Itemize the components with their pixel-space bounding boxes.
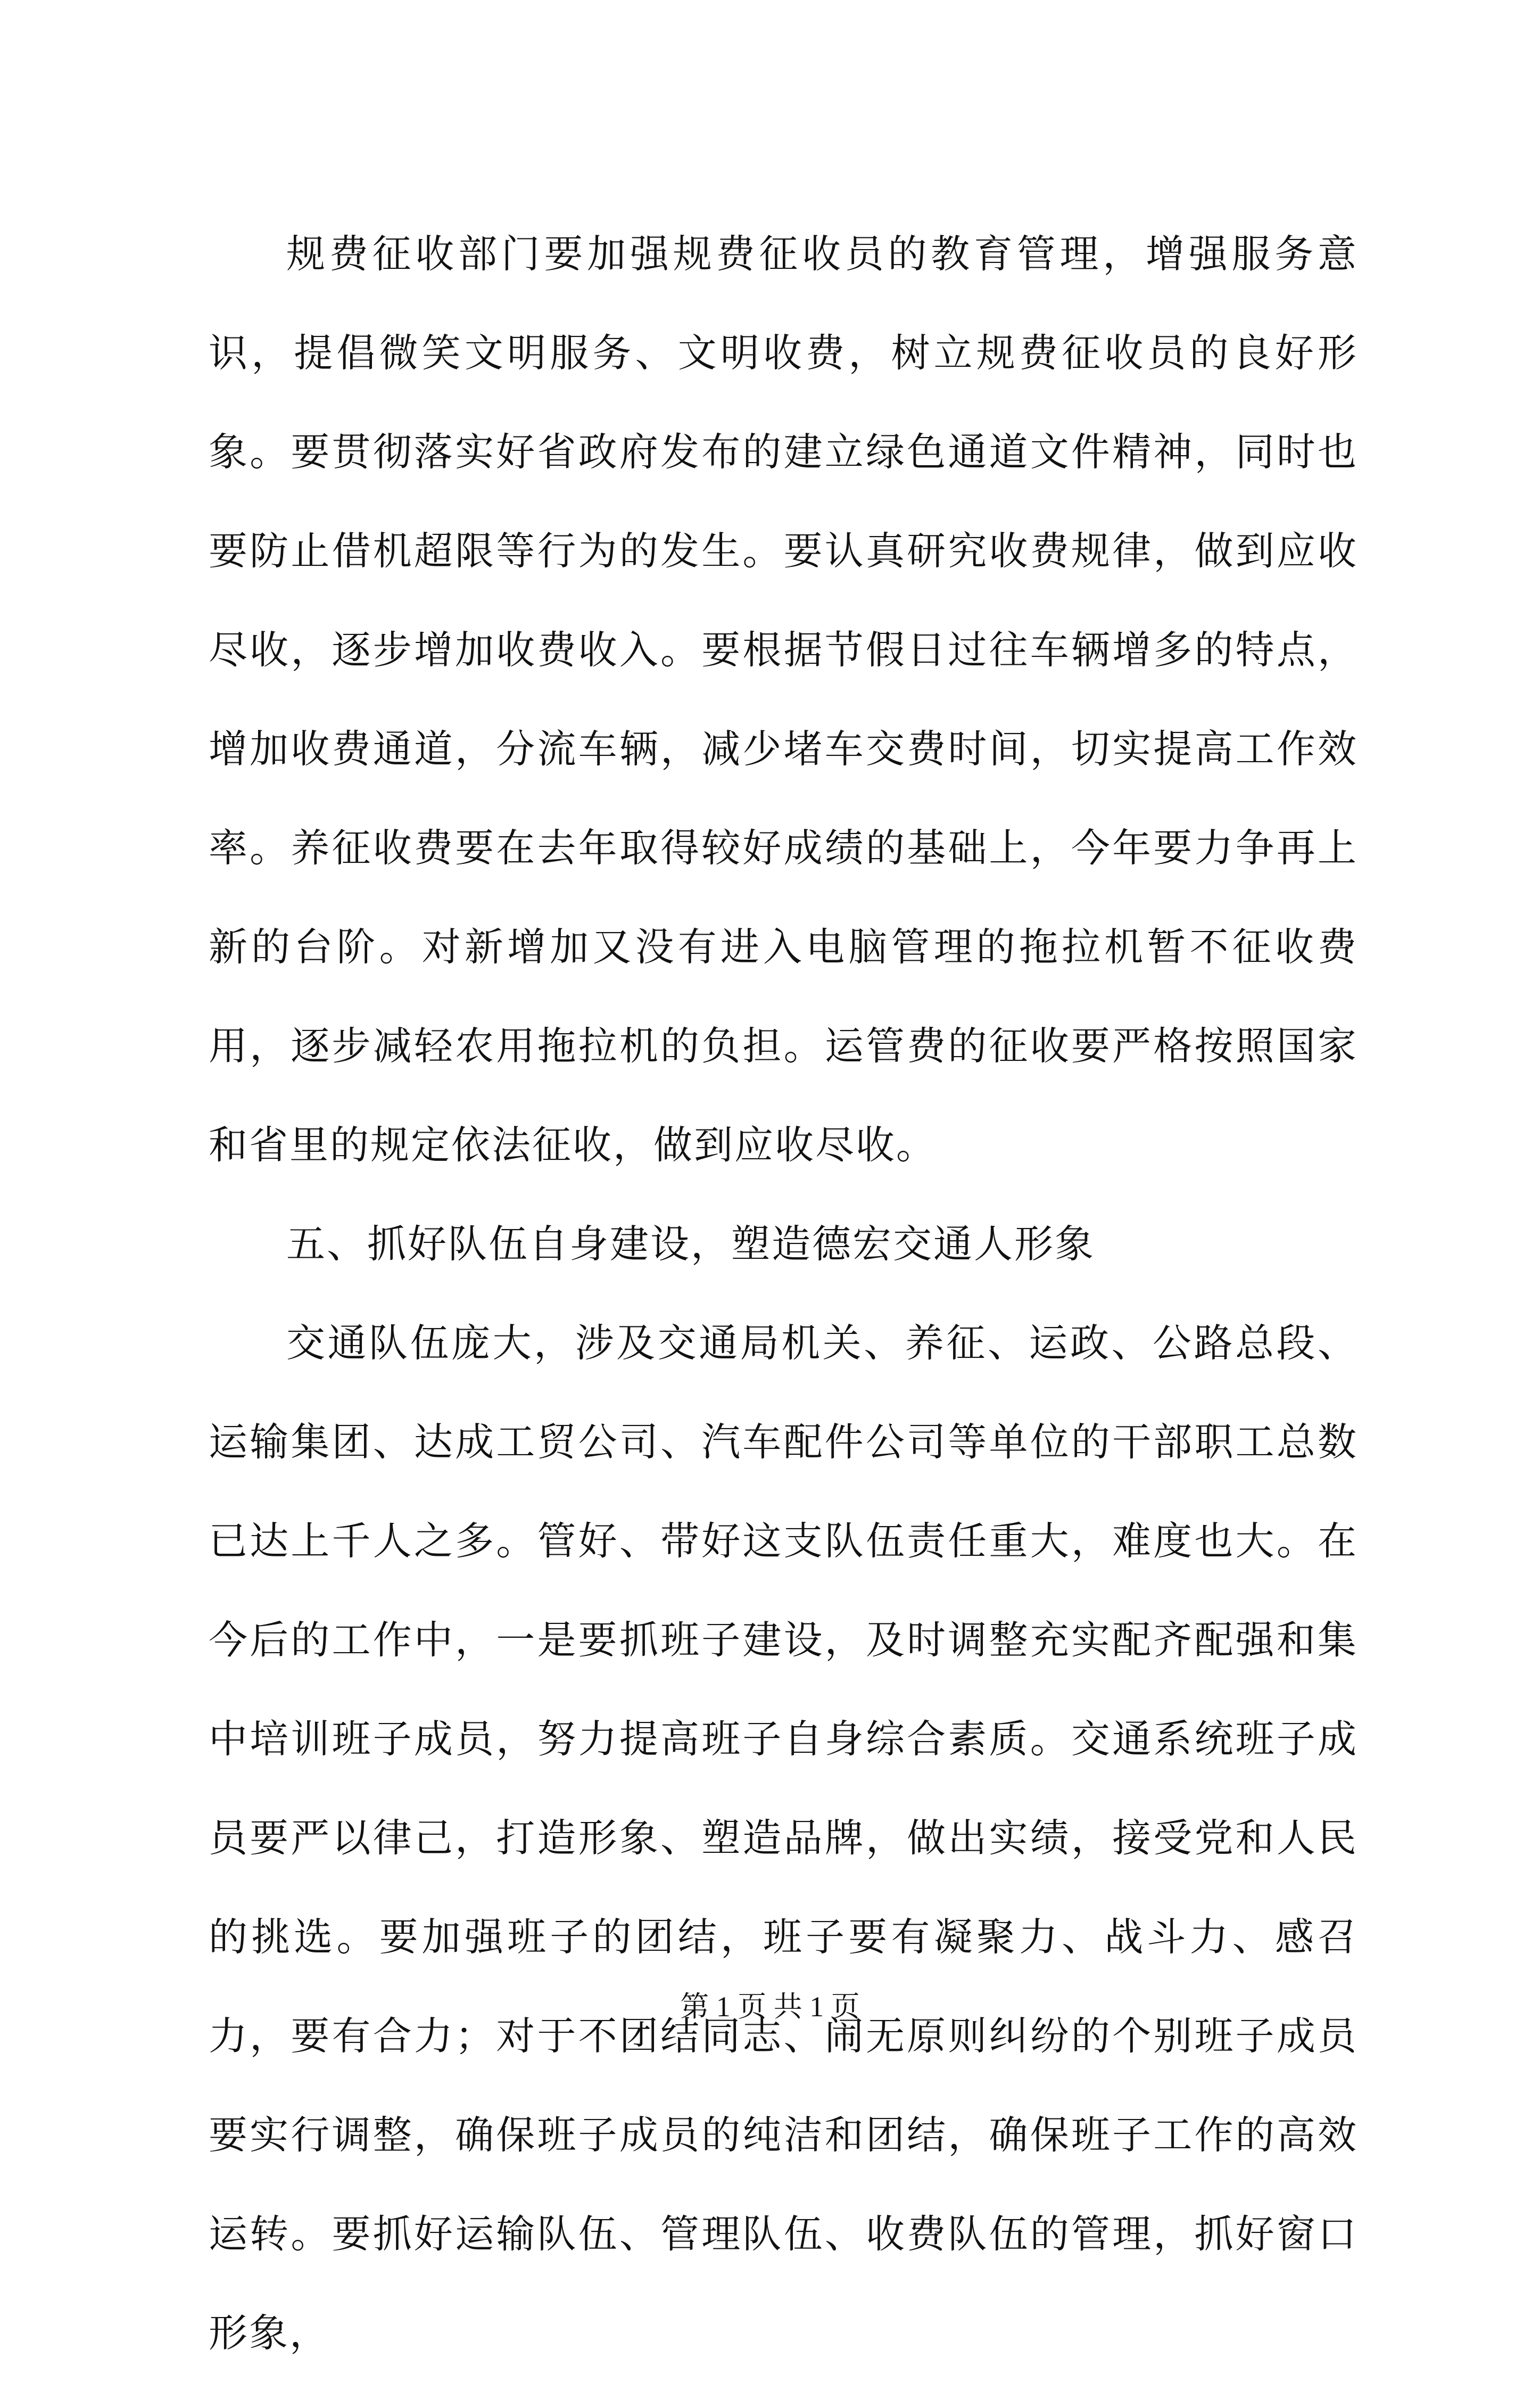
page-footer: 第 1 页 共 1 页 bbox=[680, 1991, 860, 2023]
paragraph-fee-collection: 规费征收部门要加强规费征收员的教育管理，增强服务意识，提倡微笑文明服务、文明收费，树立规费征收员的良好形象。要贯彻落实好省政府发布的建立绿色通道文件精神，同时也要防止借机超限等行为的发生。要认真研究收费规律，做到应收尽收，逐步增加收费收入。要根据节假日过往车辆增多的特点，增加收费通道，分流车辆，减少堵车交费时间，切实提高工作效率。养征收费要在去年取得较好成绩的基础上，今年要力争再上新的台阶。对新增加又没有进入电脑管理的拖拉机暂不征收费用，逐步减轻农用拖拉机的负担。运管费的征收要严格按照国家和省里的规定依法征收，做到应收尽收。 bbox=[209, 232, 1358, 1168]
section-heading-five: 五、抓好队伍自身建设，塑造德宏交通人形象 bbox=[286, 1222, 1095, 1267]
document-body bbox=[209, 205, 1358, 2383]
paragraph-team-building: 交通队伍庞大，涉及交通局机关、养征、运政、公路总段、运输集团、达成工贸公司、汽车配件公司等单位的干部职工总数已达上千人之多。管好、带好这支队伍责任重大，难度也大。在今后的工作中，一是要抓班子建设，及时调整充实配齐配强和集中培训班子成员，努力提高班子自身综合素质。交通系统班子成员要严以律己，打造形象、塑造品牌，做出实绩，接受党和人民的挑选。要加强班子的团结，班子要有凝聚力、战斗力、感召力，要有合力；对于不团结同志、闹无原则纠纷的个别班子成员要实行调整，确保班子成员的纯洁和团结，确保班子工作的高效运转。要抓好运输队伍、管理队伍、收费队伍的管理，抓好窗口形象， bbox=[209, 1321, 1358, 2356]
